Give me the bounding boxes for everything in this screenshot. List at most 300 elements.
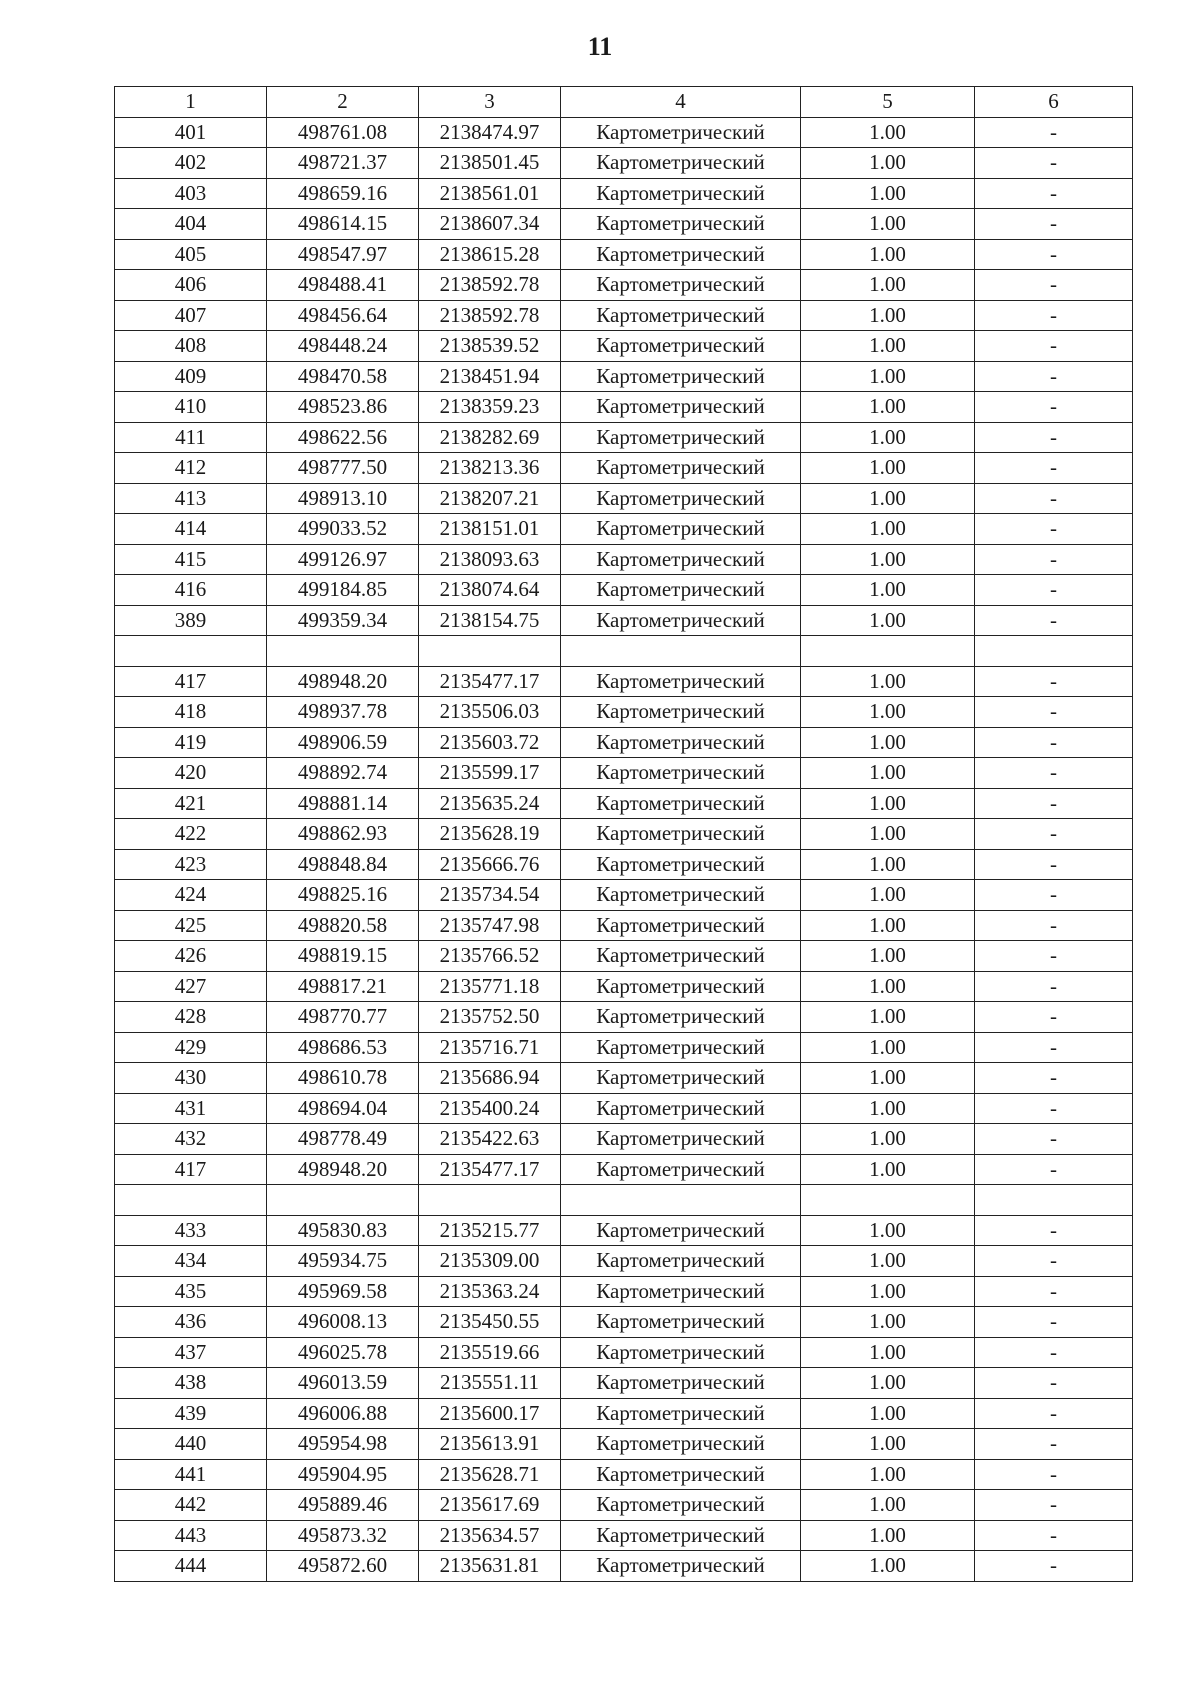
- x-coordinate-cell: 498614.15: [267, 209, 419, 240]
- table-row: [115, 941, 1133, 972]
- y-coordinate-cell: 2135666.76: [419, 849, 561, 880]
- note-cell: -: [975, 666, 1133, 697]
- method-cell: Картометрический: [561, 270, 801, 301]
- method-cell: Картометрический: [561, 1215, 801, 1246]
- table-header: [115, 87, 1133, 118]
- method-cell: Картометрический: [561, 1307, 801, 1338]
- point-number-cell: 436: [115, 1307, 267, 1338]
- y-coordinate-cell: [419, 636, 561, 667]
- accuracy-cell: 1.00: [801, 422, 975, 453]
- y-coordinate-cell: 2138154.75: [419, 605, 561, 636]
- y-coordinate-cell: 2135747.98: [419, 910, 561, 941]
- accuracy-cell: 1.00: [801, 1063, 975, 1094]
- note-cell: -: [975, 453, 1133, 484]
- y-coordinate-cell: 2138615.28: [419, 239, 561, 270]
- accuracy-cell: 1.00: [801, 880, 975, 911]
- method-cell: Картометрический: [561, 758, 801, 789]
- method-cell: Картометрический: [561, 1246, 801, 1277]
- accuracy-cell: 1.00: [801, 666, 975, 697]
- table-row: [115, 727, 1133, 758]
- x-coordinate-cell: 498659.16: [267, 178, 419, 209]
- note-cell: -: [975, 270, 1133, 301]
- method-cell: Картометрический: [561, 1276, 801, 1307]
- point-number-cell: 413: [115, 483, 267, 514]
- table-row: [115, 788, 1133, 819]
- note-cell: -: [975, 1124, 1133, 1155]
- note-cell: -: [975, 1520, 1133, 1551]
- note-cell: -: [975, 880, 1133, 911]
- accuracy-cell: 1.00: [801, 1429, 975, 1460]
- point-number-cell: 420: [115, 758, 267, 789]
- method-cell: Картометрический: [561, 544, 801, 575]
- accuracy-cell: 1.00: [801, 270, 975, 301]
- y-coordinate-cell: 2135519.66: [419, 1337, 561, 1368]
- accuracy-cell: 1.00: [801, 1490, 975, 1521]
- y-coordinate-cell: 2135363.24: [419, 1276, 561, 1307]
- point-number-cell: 439: [115, 1398, 267, 1429]
- point-number-cell: 427: [115, 971, 267, 1002]
- table-row: [115, 880, 1133, 911]
- point-number-cell: 389: [115, 605, 267, 636]
- x-coordinate-cell: 498948.20: [267, 666, 419, 697]
- note-cell: -: [975, 727, 1133, 758]
- accuracy-cell: 1.00: [801, 300, 975, 331]
- table-row: [115, 1398, 1133, 1429]
- method-cell: [561, 1185, 801, 1216]
- method-cell: Картометрический: [561, 575, 801, 606]
- note-cell: -: [975, 1276, 1133, 1307]
- column-header-1: 1: [115, 87, 267, 118]
- table-row: [115, 1307, 1133, 1338]
- y-coordinate-cell: 2135309.00: [419, 1246, 561, 1277]
- table-row: [115, 1276, 1133, 1307]
- accuracy-cell: 1.00: [801, 1246, 975, 1277]
- y-coordinate-cell: 2135400.24: [419, 1093, 561, 1124]
- point-number-cell: 405: [115, 239, 267, 270]
- note-cell: -: [975, 1246, 1133, 1277]
- table-row: [115, 544, 1133, 575]
- accuracy-cell: 1.00: [801, 1398, 975, 1429]
- accuracy-cell: 1.00: [801, 941, 975, 972]
- x-coordinate-cell: 498770.77: [267, 1002, 419, 1033]
- table-row: [115, 1093, 1133, 1124]
- accuracy-cell: 1.00: [801, 1520, 975, 1551]
- y-coordinate-cell: 2138359.23: [419, 392, 561, 423]
- note-cell: -: [975, 1368, 1133, 1399]
- note-cell: -: [975, 971, 1133, 1002]
- y-coordinate-cell: 2135628.71: [419, 1459, 561, 1490]
- y-coordinate-cell: 2135600.17: [419, 1398, 561, 1429]
- note-cell: -: [975, 483, 1133, 514]
- method-cell: Картометрический: [561, 1551, 801, 1582]
- table-row: [115, 270, 1133, 301]
- y-coordinate-cell: 2135752.50: [419, 1002, 561, 1033]
- accuracy-cell: 1.00: [801, 453, 975, 484]
- x-coordinate-cell: 498819.15: [267, 941, 419, 972]
- table-row: [115, 453, 1133, 484]
- y-coordinate-cell: 2135635.24: [419, 788, 561, 819]
- point-number-cell: 407: [115, 300, 267, 331]
- x-coordinate-cell: 498523.86: [267, 392, 419, 423]
- method-cell: Картометрический: [561, 1002, 801, 1033]
- point-number-cell: 409: [115, 361, 267, 392]
- note-cell: -: [975, 849, 1133, 880]
- accuracy-cell: 1.00: [801, 148, 975, 179]
- x-coordinate-cell: 498881.14: [267, 788, 419, 819]
- note-cell: -: [975, 575, 1133, 606]
- x-coordinate-cell: 498777.50: [267, 453, 419, 484]
- accuracy-cell: 1.00: [801, 209, 975, 240]
- accuracy-cell: 1.00: [801, 544, 975, 575]
- method-cell: Картометрический: [561, 697, 801, 728]
- x-coordinate-cell: 498825.16: [267, 880, 419, 911]
- method-cell: Картометрический: [561, 910, 801, 941]
- accuracy-cell: 1.00: [801, 1002, 975, 1033]
- x-coordinate-cell: 499126.97: [267, 544, 419, 575]
- table-row: [115, 758, 1133, 789]
- point-number-cell: 419: [115, 727, 267, 758]
- note-cell: -: [975, 941, 1133, 972]
- separator-row: [115, 636, 1133, 667]
- note-cell: -: [975, 1307, 1133, 1338]
- table-row: [115, 1459, 1133, 1490]
- table-row: [115, 392, 1133, 423]
- accuracy-cell: 1.00: [801, 1032, 975, 1063]
- accuracy-cell: 1.00: [801, 758, 975, 789]
- x-coordinate-cell: 498686.53: [267, 1032, 419, 1063]
- y-coordinate-cell: 2135771.18: [419, 971, 561, 1002]
- column-header-2: 2: [267, 87, 419, 118]
- method-cell: Картометрический: [561, 300, 801, 331]
- x-coordinate-cell: [267, 1185, 419, 1216]
- y-coordinate-cell: 2138607.34: [419, 209, 561, 240]
- column-header-6: 6: [975, 87, 1133, 118]
- accuracy-cell: 1.00: [801, 514, 975, 545]
- method-cell: Картометрический: [561, 727, 801, 758]
- table-body: [115, 117, 1133, 1581]
- y-coordinate-cell: 2135477.17: [419, 666, 561, 697]
- table-row: [115, 300, 1133, 331]
- method-cell: Картометрический: [561, 1124, 801, 1155]
- x-coordinate-cell: 495872.60: [267, 1551, 419, 1582]
- accuracy-cell: 1.00: [801, 1276, 975, 1307]
- table-row: [115, 1032, 1133, 1063]
- method-cell: Картометрический: [561, 1398, 801, 1429]
- accuracy-cell: 1.00: [801, 910, 975, 941]
- accuracy-cell: 1.00: [801, 1093, 975, 1124]
- x-coordinate-cell: 498820.58: [267, 910, 419, 941]
- y-coordinate-cell: [419, 1185, 561, 1216]
- note-cell: -: [975, 697, 1133, 728]
- accuracy-cell: 1.00: [801, 727, 975, 758]
- point-number-cell: 433: [115, 1215, 267, 1246]
- accuracy-cell: 1.00: [801, 392, 975, 423]
- point-number-cell: [115, 1185, 267, 1216]
- point-number-cell: 416: [115, 575, 267, 606]
- accuracy-cell: 1.00: [801, 331, 975, 362]
- point-number-cell: 440: [115, 1429, 267, 1460]
- method-cell: Картометрический: [561, 453, 801, 484]
- note-cell: -: [975, 178, 1133, 209]
- note-cell: -: [975, 1429, 1133, 1460]
- y-coordinate-cell: 2135766.52: [419, 941, 561, 972]
- y-coordinate-cell: 2135617.69: [419, 1490, 561, 1521]
- method-cell: Картометрический: [561, 1429, 801, 1460]
- method-cell: Картометрический: [561, 605, 801, 636]
- x-coordinate-cell: 499033.52: [267, 514, 419, 545]
- x-coordinate-cell: 498694.04: [267, 1093, 419, 1124]
- method-cell: Картометрический: [561, 1032, 801, 1063]
- point-number-cell: 441: [115, 1459, 267, 1490]
- x-coordinate-cell: 495873.32: [267, 1520, 419, 1551]
- point-number-cell: 437: [115, 1337, 267, 1368]
- table-row: [115, 1063, 1133, 1094]
- accuracy-cell: 1.00: [801, 239, 975, 270]
- x-coordinate-cell: 498862.93: [267, 819, 419, 850]
- point-number-cell: 428: [115, 1002, 267, 1033]
- point-number-cell: 406: [115, 270, 267, 301]
- accuracy-cell: [801, 636, 975, 667]
- point-number-cell: 438: [115, 1368, 267, 1399]
- method-cell: Картометрический: [561, 422, 801, 453]
- accuracy-cell: 1.00: [801, 605, 975, 636]
- accuracy-cell: 1.00: [801, 1154, 975, 1185]
- note-cell: -: [975, 758, 1133, 789]
- point-number-cell: 443: [115, 1520, 267, 1551]
- point-number-cell: 432: [115, 1124, 267, 1155]
- point-number-cell: 429: [115, 1032, 267, 1063]
- note-cell: -: [975, 1337, 1133, 1368]
- method-cell: Картометрический: [561, 666, 801, 697]
- point-number-cell: 423: [115, 849, 267, 880]
- note-cell: -: [975, 1154, 1133, 1185]
- x-coordinate-cell: 495889.46: [267, 1490, 419, 1521]
- note-cell: -: [975, 605, 1133, 636]
- y-coordinate-cell: 2138451.94: [419, 361, 561, 392]
- point-number-cell: 417: [115, 1154, 267, 1185]
- method-cell: Картометрический: [561, 331, 801, 362]
- table-row: [115, 1002, 1133, 1033]
- table-row: [115, 331, 1133, 362]
- note-cell: -: [975, 422, 1133, 453]
- method-cell: Картометрический: [561, 941, 801, 972]
- accuracy-cell: 1.00: [801, 819, 975, 850]
- x-coordinate-cell: 498848.84: [267, 849, 419, 880]
- accuracy-cell: 1.00: [801, 788, 975, 819]
- note-cell: -: [975, 1215, 1133, 1246]
- point-number-cell: 412: [115, 453, 267, 484]
- table-row: [115, 666, 1133, 697]
- point-number-cell: [115, 636, 267, 667]
- note-cell: -: [975, 117, 1133, 148]
- method-cell: Картометрический: [561, 1093, 801, 1124]
- accuracy-cell: 1.00: [801, 361, 975, 392]
- accuracy-cell: 1.00: [801, 1215, 975, 1246]
- table-row: [115, 819, 1133, 850]
- y-coordinate-cell: 2138561.01: [419, 178, 561, 209]
- note-cell: -: [975, 148, 1133, 179]
- accuracy-cell: 1.00: [801, 483, 975, 514]
- method-cell: Картометрический: [561, 209, 801, 240]
- point-number-cell: 424: [115, 880, 267, 911]
- note-cell: -: [975, 1551, 1133, 1582]
- table-row: [115, 1490, 1133, 1521]
- point-number-cell: 403: [115, 178, 267, 209]
- note-cell: -: [975, 910, 1133, 941]
- accuracy-cell: 1.00: [801, 1459, 975, 1490]
- x-coordinate-cell: 498622.56: [267, 422, 419, 453]
- y-coordinate-cell: 2138592.78: [419, 300, 561, 331]
- header-row: [115, 87, 1133, 118]
- method-cell: Картометрический: [561, 117, 801, 148]
- table-row: [115, 1215, 1133, 1246]
- x-coordinate-cell: 498448.24: [267, 331, 419, 362]
- accuracy-cell: 1.00: [801, 1124, 975, 1155]
- note-cell: -: [975, 1002, 1133, 1033]
- note-cell: [975, 636, 1133, 667]
- note-cell: -: [975, 331, 1133, 362]
- method-cell: Картометрический: [561, 1520, 801, 1551]
- table-row: [115, 514, 1133, 545]
- table-row: [115, 697, 1133, 728]
- point-number-cell: 408: [115, 331, 267, 362]
- point-number-cell: 421: [115, 788, 267, 819]
- x-coordinate-cell: 499359.34: [267, 605, 419, 636]
- x-coordinate-cell: 496025.78: [267, 1337, 419, 1368]
- note-cell: -: [975, 1398, 1133, 1429]
- accuracy-cell: 1.00: [801, 1551, 975, 1582]
- method-cell: Картометрический: [561, 880, 801, 911]
- y-coordinate-cell: 2135686.94: [419, 1063, 561, 1094]
- column-header-5: 5: [801, 87, 975, 118]
- y-coordinate-cell: 2138282.69: [419, 422, 561, 453]
- point-number-cell: 431: [115, 1093, 267, 1124]
- point-number-cell: 402: [115, 148, 267, 179]
- method-cell: Картометрический: [561, 849, 801, 880]
- method-cell: Картометрический: [561, 514, 801, 545]
- table-row: [115, 1124, 1133, 1155]
- note-cell: -: [975, 1063, 1133, 1094]
- note-cell: -: [975, 392, 1133, 423]
- point-number-cell: 442: [115, 1490, 267, 1521]
- table-row: [115, 178, 1133, 209]
- accuracy-cell: 1.00: [801, 1337, 975, 1368]
- x-coordinate-cell: 495830.83: [267, 1215, 419, 1246]
- table-row: [115, 1520, 1133, 1551]
- x-coordinate-cell: 498937.78: [267, 697, 419, 728]
- point-number-cell: 417: [115, 666, 267, 697]
- y-coordinate-cell: 2135422.63: [419, 1124, 561, 1155]
- y-coordinate-cell: 2138151.01: [419, 514, 561, 545]
- point-number-cell: 410: [115, 392, 267, 423]
- accuracy-cell: 1.00: [801, 178, 975, 209]
- table-row: [115, 209, 1133, 240]
- y-coordinate-cell: 2138207.21: [419, 483, 561, 514]
- table-row: [115, 1368, 1133, 1399]
- y-coordinate-cell: 2135716.71: [419, 1032, 561, 1063]
- method-cell: Картометрический: [561, 483, 801, 514]
- y-coordinate-cell: 2135603.72: [419, 727, 561, 758]
- table-row: [115, 1154, 1133, 1185]
- note-cell: -: [975, 209, 1133, 240]
- method-cell: [561, 636, 801, 667]
- x-coordinate-cell: [267, 636, 419, 667]
- table-row: [115, 575, 1133, 606]
- method-cell: Картометрический: [561, 1063, 801, 1094]
- x-coordinate-cell: 498488.41: [267, 270, 419, 301]
- point-number-cell: 444: [115, 1551, 267, 1582]
- accuracy-cell: 1.00: [801, 849, 975, 880]
- point-number-cell: 425: [115, 910, 267, 941]
- x-coordinate-cell: 498948.20: [267, 1154, 419, 1185]
- x-coordinate-cell: 495904.95: [267, 1459, 419, 1490]
- accuracy-cell: 1.00: [801, 1368, 975, 1399]
- method-cell: Картометрический: [561, 148, 801, 179]
- table-row: [115, 422, 1133, 453]
- x-coordinate-cell: 499184.85: [267, 575, 419, 606]
- x-coordinate-cell: 496006.88: [267, 1398, 419, 1429]
- x-coordinate-cell: 498547.97: [267, 239, 419, 270]
- x-coordinate-cell: 496008.13: [267, 1307, 419, 1338]
- x-coordinate-cell: 498761.08: [267, 117, 419, 148]
- x-coordinate-cell: 498913.10: [267, 483, 419, 514]
- y-coordinate-cell: 2135634.57: [419, 1520, 561, 1551]
- note-cell: -: [975, 239, 1133, 270]
- method-cell: Картометрический: [561, 1154, 801, 1185]
- note-cell: -: [975, 1459, 1133, 1490]
- x-coordinate-cell: 498817.21: [267, 971, 419, 1002]
- y-coordinate-cell: 2135477.17: [419, 1154, 561, 1185]
- y-coordinate-cell: 2135215.77: [419, 1215, 561, 1246]
- point-number-cell: 422: [115, 819, 267, 850]
- y-coordinate-cell: 2135506.03: [419, 697, 561, 728]
- y-coordinate-cell: 2135631.81: [419, 1551, 561, 1582]
- accuracy-cell: [801, 1185, 975, 1216]
- x-coordinate-cell: 495954.98: [267, 1429, 419, 1460]
- accuracy-cell: 1.00: [801, 575, 975, 606]
- y-coordinate-cell: 2135599.17: [419, 758, 561, 789]
- separator-row: [115, 1185, 1133, 1216]
- note-cell: -: [975, 1032, 1133, 1063]
- table-row: [115, 605, 1133, 636]
- note-cell: -: [975, 1093, 1133, 1124]
- point-number-cell: 411: [115, 422, 267, 453]
- note-cell: -: [975, 544, 1133, 575]
- note-cell: -: [975, 300, 1133, 331]
- table-row: [115, 1551, 1133, 1582]
- note-cell: -: [975, 514, 1133, 545]
- table-row: [115, 1246, 1133, 1277]
- point-number-cell: 414: [115, 514, 267, 545]
- table-row: [115, 910, 1133, 941]
- y-coordinate-cell: 2135628.19: [419, 819, 561, 850]
- table-row: [115, 849, 1133, 880]
- x-coordinate-cell: 495934.75: [267, 1246, 419, 1277]
- note-cell: -: [975, 1490, 1133, 1521]
- note-cell: -: [975, 819, 1133, 850]
- x-coordinate-cell: 498721.37: [267, 148, 419, 179]
- y-coordinate-cell: 2138474.97: [419, 117, 561, 148]
- table-row: [115, 117, 1133, 148]
- y-coordinate-cell: 2138501.45: [419, 148, 561, 179]
- x-coordinate-cell: 498906.59: [267, 727, 419, 758]
- x-coordinate-cell: 498892.74: [267, 758, 419, 789]
- method-cell: Картометрический: [561, 361, 801, 392]
- point-number-cell: 401: [115, 117, 267, 148]
- table-row: [115, 1429, 1133, 1460]
- x-coordinate-cell: 496013.59: [267, 1368, 419, 1399]
- y-coordinate-cell: 2135613.91: [419, 1429, 561, 1460]
